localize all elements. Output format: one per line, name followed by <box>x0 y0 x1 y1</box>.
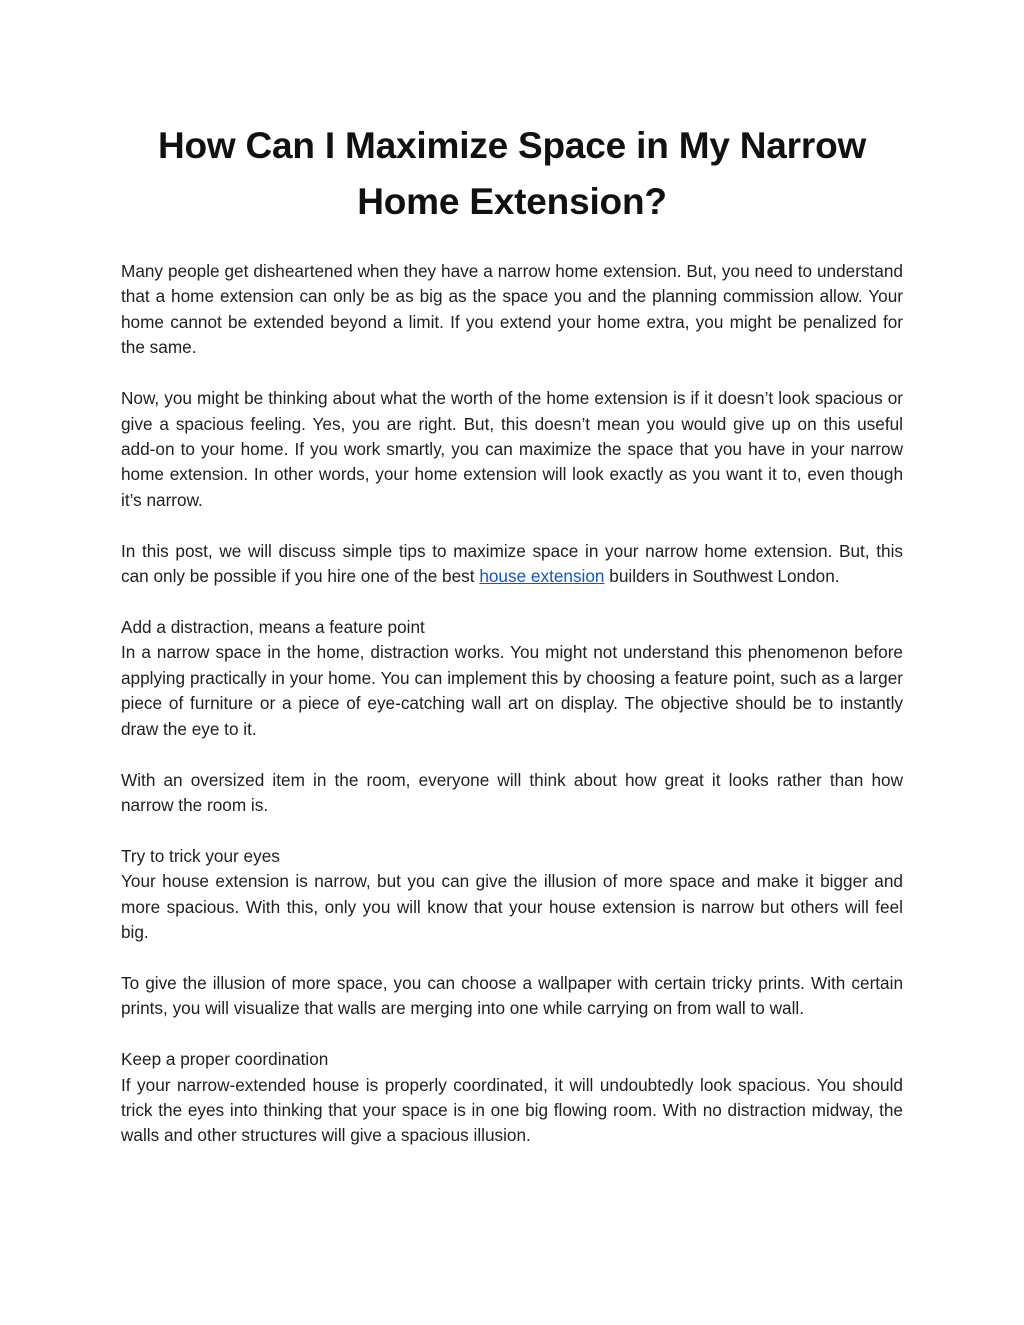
section-heading-distraction: Add a distraction, means a feature point <box>121 616 425 637</box>
paragraph-oversized: With an oversized item in the room, everyone will think about how great it looks rather than how narrow the room is. <box>121 769 903 815</box>
section-trick-eyes <box>121 844 903 946</box>
document-body <box>121 259 903 1149</box>
paragraph-intro: Many people get disheartened when they have a narrow home extension. But, you need to understand that a home extension can only be as big as the space you and the planning commission allow. Your home cannot be extended beyond a limit. If you extend your home extra, you might be penalized for the same. <box>121 261 903 358</box>
section-heading-trick-eyes: Try to trick your eyes <box>121 845 280 866</box>
title-line-2: Home Extension? <box>357 181 667 222</box>
paragraph-post-intro-text-a: In this post, we will discuss simple tips to maximize space in your narrow home extension. But, this can only be possible if you hire one of the best <box>121 540 903 587</box>
paragraph-trick-eyes: Your house extension is narrow, but you can give the illusion of more space and make it bigger and more spacious. With this, only you will know that your house extension is narrow but others will feel big. <box>121 871 903 943</box>
page-title <box>121 118 903 230</box>
document-page <box>121 118 903 1174</box>
paragraph-distraction: In a narrow space in the home, distraction works. You might not understand this phenomenon before applying practically in your home. You can implement this by choosing a feature point, such as a larger piece of furniture or a piece of eye-catching wall art on display. The objective should be to instantly draw the eye to it. <box>121 642 903 739</box>
title-block <box>121 118 903 230</box>
paragraph-worth: Now, you might be thinking about what the worth of the home extension is if it doesn’t look spacious or give a spacious feeling. Yes, you are right. But, this doesn’t mean you would give up on this useful add-on to your home. If you work smartly, you can maximize the space that you have in your narrow home extension. In other words, your home extension will look exactly as you want it to, even though it’s narrow. <box>121 388 903 510</box>
section-distraction <box>121 615 903 742</box>
section-heading-coordination: Keep a proper coordination <box>121 1049 329 1070</box>
paragraph-post-intro <box>121 539 903 590</box>
paragraph-post-intro-text-b: builders in Southwest London. <box>604 566 840 587</box>
paragraph-coordination: If your narrow-extended house is properly coordinated, it will undoubtedly look spacious. You should trick the eyes into thinking that your space is in one big flowing room. With no distraction midway, the walls and other structures will give a spacious illusion. <box>121 1074 903 1146</box>
title-line-1: How Can I Maximize Space in My Narrow <box>157 125 867 166</box>
house-extension-link[interactable]: house extension <box>479 566 605 587</box>
section-coordination <box>121 1047 903 1149</box>
paragraph-wallpaper: To give the illusion of more space, you can choose a wallpaper with certain tricky prints. With certain prints, you will visualize that walls are merging into one while carrying on from wall to wall. <box>121 972 903 1019</box>
